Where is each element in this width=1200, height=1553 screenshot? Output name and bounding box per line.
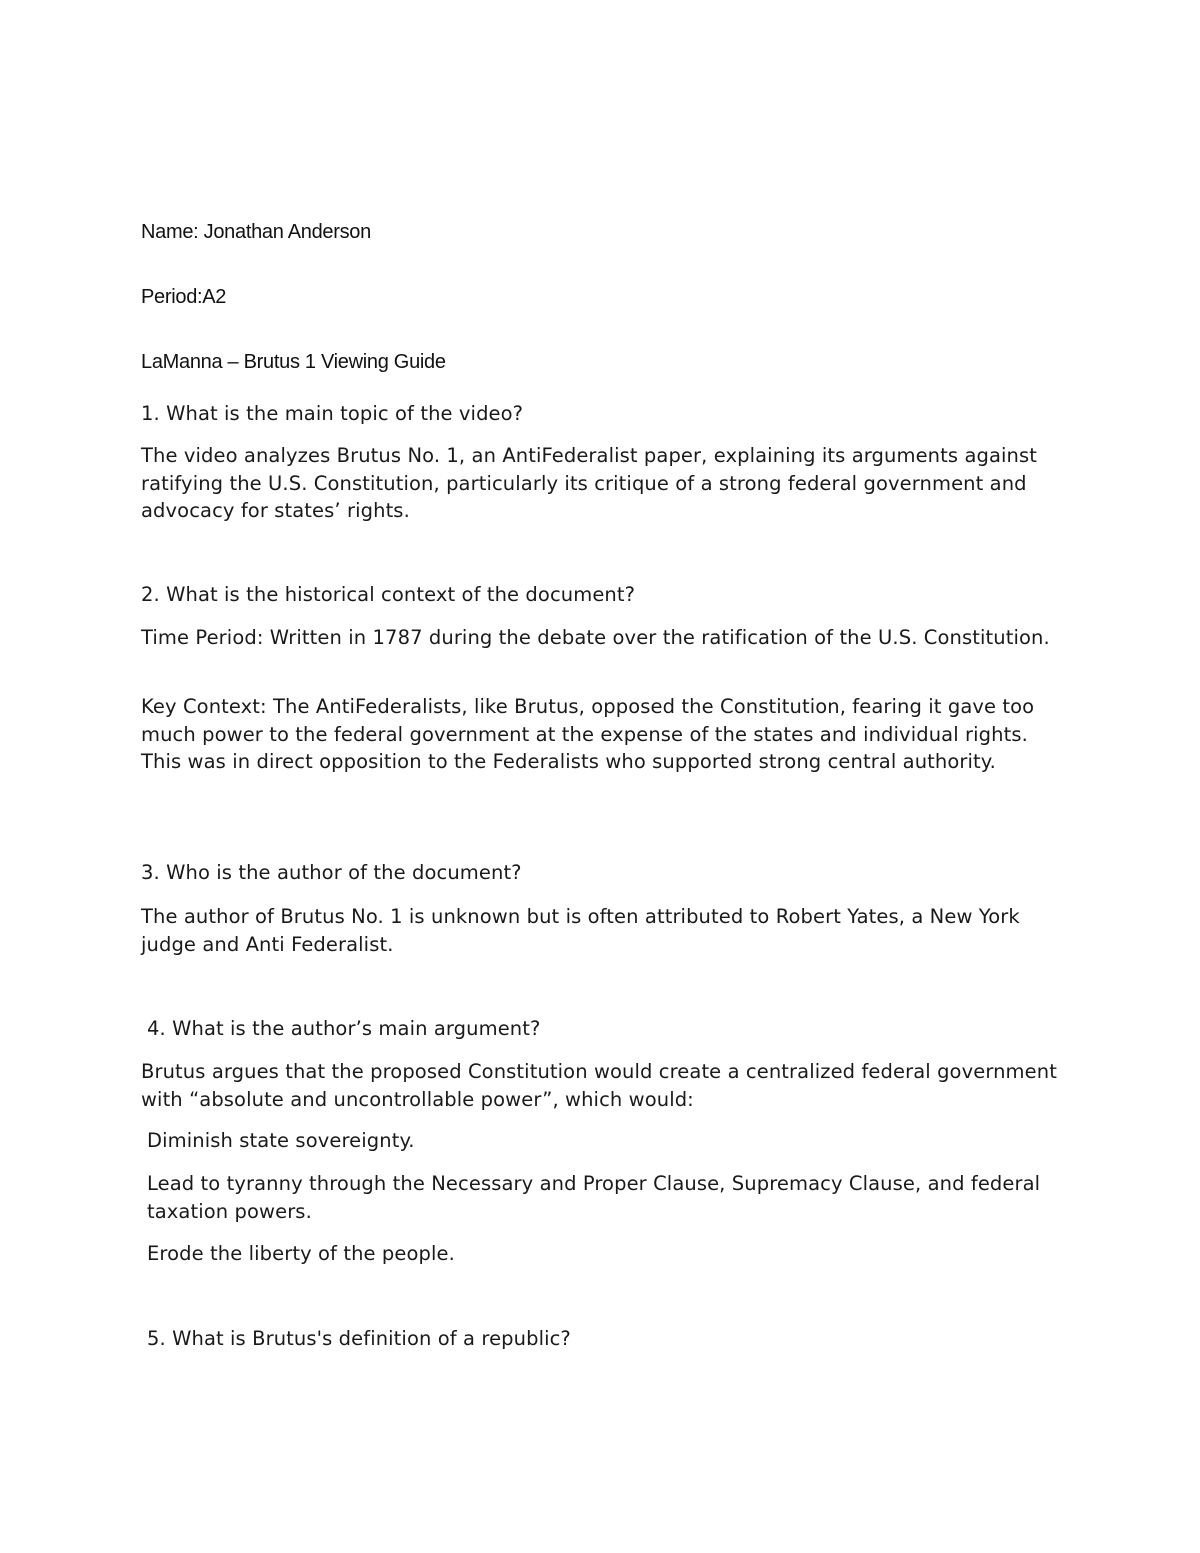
student-name-line: Name: Jonathan Anderson — [141, 221, 371, 243]
question-2: 2. What is the historical context of the document? — [141, 583, 636, 606]
answer-3: The author of Brutus No. 1 is unknown but is often attributed to Robert Yates, a New York judge and Anti Federalist. — [141, 905, 1020, 956]
question-4: 4. What is the author’s main argument? — [147, 1017, 541, 1040]
question-1: 1. What is the main topic of the video? — [141, 402, 524, 425]
answer-4-intro: Brutus argues that the proposed Constitution would create a centralized federal government with “absolute and uncontrollable power”, which would: — [141, 1060, 1057, 1111]
answer-2-time-period: Time Period: Written in 1787 during the debate over the ratification of the U.S. Constitution. — [141, 626, 1050, 649]
question-3: 3. Who is the author of the document? — [141, 861, 522, 884]
period-line: Period:A2 — [141, 286, 227, 308]
answer-4-point-2: Lead to tyranny through the Necessary and Proper Clause, Supremacy Clause, and federal taxation powers. — [147, 1172, 1041, 1223]
answer-1: The video analyzes Brutus No. 1, an AntiFederalist paper, explaining its arguments against ratifying the U.S. Constitution, particularly its critique of a strong federal government and advocacy for states’ rights. — [141, 444, 1038, 522]
question-5: 5. What is Brutus's definition of a republic? — [147, 1327, 571, 1350]
document-title: LaManna – Brutus 1 Viewing Guide — [141, 351, 446, 373]
answer-2-key-context: Key Context: The AntiFederalists, like Brutus, opposed the Constitution, fearing it gave too much power to the federal government at the expense of the states and individual rights. This was in direct opposition to the Federalists who supported strong central authority. — [141, 695, 1035, 773]
answer-4-point-3: Erode the liberty of the people. — [147, 1242, 455, 1265]
answer-4-point-1: Diminish state sovereignty. — [147, 1129, 415, 1152]
